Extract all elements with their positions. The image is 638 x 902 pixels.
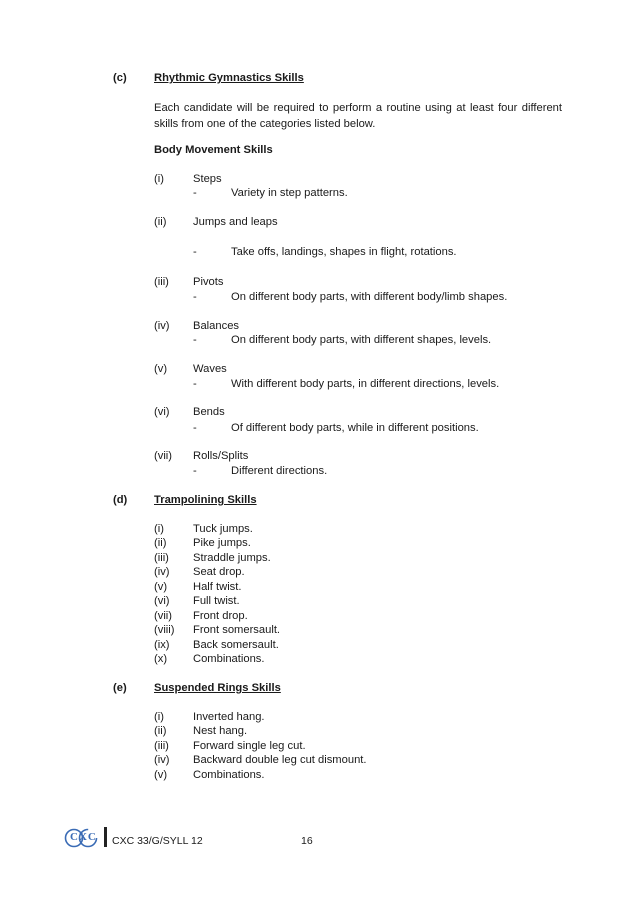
list-item-number: (v) xyxy=(154,769,168,781)
list-item-text: Combinations. xyxy=(193,653,265,665)
list-item-number: (iv) xyxy=(154,754,170,766)
list-item-dash: - xyxy=(193,422,197,434)
list-item-text: Nest hang. xyxy=(193,725,248,737)
list-item-number: (x) xyxy=(154,653,168,665)
list-item-text: Straddle jumps. xyxy=(193,552,271,564)
list-item-name: Steps xyxy=(193,173,222,185)
list-item-number: (iii) xyxy=(154,740,169,752)
list-item-text: Inverted hang. xyxy=(193,711,265,723)
list-item-desc: Of different body parts, while in different positions. xyxy=(231,422,479,434)
list-item-number: (ii) xyxy=(154,537,167,549)
list-item-number: (vi) xyxy=(154,595,170,607)
list-item-text: Half twist. xyxy=(193,581,242,593)
list-item-name: Rolls/Splits xyxy=(193,450,249,462)
section-d-title: Trampolining Skills xyxy=(154,494,257,506)
list-item-desc: With different body parts, in different directions, levels. xyxy=(231,378,500,390)
list-item-name: Pivots xyxy=(193,276,224,288)
list-item-desc: Take offs, landings, shapes in flight, rotations. xyxy=(231,246,457,258)
section-d-label: (d) xyxy=(113,494,128,506)
list-item-number: (v) xyxy=(154,581,168,593)
section-e-label: (e) xyxy=(113,682,127,694)
list-item-text: Seat drop. xyxy=(193,566,245,578)
list-item-text: Tuck jumps. xyxy=(193,523,253,535)
list-item-number: (ii) xyxy=(154,725,167,737)
list-item-dash: - xyxy=(193,334,197,346)
list-item-text: Front somersault. xyxy=(193,624,281,636)
list-item-name: Bends xyxy=(193,406,225,418)
list-item-number: (vii) xyxy=(154,450,173,462)
list-item-number: (i) xyxy=(154,523,164,535)
list-item-number: (viii) xyxy=(154,624,175,636)
list-item-number: (iii) xyxy=(154,552,169,564)
list-item-name: Balances xyxy=(193,320,240,332)
list-item-number: (i) xyxy=(154,173,164,185)
page-number: 16 xyxy=(301,835,313,847)
list-item-number: (ii) xyxy=(154,216,167,228)
list-item-dash: - xyxy=(193,465,197,477)
list-item-name: Waves xyxy=(193,363,227,375)
list-item-number: (vii) xyxy=(154,610,173,622)
list-item-text: Pike jumps. xyxy=(193,537,251,549)
list-item-number: (iv) xyxy=(154,566,170,578)
list-item-dash: - xyxy=(193,291,197,303)
list-item-text: Combinations. xyxy=(193,769,265,781)
list-item-text: Front drop. xyxy=(193,610,248,622)
list-item-number: (iii) xyxy=(154,276,169,288)
footer-divider-bar xyxy=(104,827,107,847)
section-c-subheading: Body Movement Skills xyxy=(154,144,273,156)
list-item-number: (ix) xyxy=(154,639,170,651)
list-item-dash: - xyxy=(193,187,197,199)
list-item-dash: - xyxy=(193,246,197,258)
list-item-text: Forward single leg cut. xyxy=(193,740,306,752)
list-item-dash: - xyxy=(193,378,197,390)
list-item-desc: On different body parts, with different body/limb shapes. xyxy=(231,291,508,303)
footer-doc-code: CXC 33/G/SYLL 12 xyxy=(112,835,203,847)
list-item-desc: On different body parts, with different shapes, levels. xyxy=(231,334,492,346)
list-item-number: (v) xyxy=(154,363,168,375)
list-item-text: Backward double leg cut dismount. xyxy=(193,754,367,766)
section-c-label: (c) xyxy=(113,72,127,84)
list-item-name: Jumps and leaps xyxy=(193,216,278,228)
list-item-number: (vi) xyxy=(154,406,170,418)
section-e-title: Suspended Rings Skills xyxy=(154,682,281,694)
cxc-logo-text: CXC xyxy=(70,831,97,843)
list-item-desc: Different directions. xyxy=(231,465,328,477)
list-item-text: Full twist. xyxy=(193,595,240,607)
list-item-number: (i) xyxy=(154,711,164,723)
section-c-title: Rhythmic Gymnastics Skills xyxy=(154,72,304,84)
cxc-logo xyxy=(64,827,100,849)
list-item-number: (iv) xyxy=(154,320,170,332)
list-item-text: Back somersault. xyxy=(193,639,279,651)
section-c-intro: Each candidate will be required to perform a routine using at least four different skills from one of the categories listed below. xyxy=(154,102,562,130)
list-item-desc: Variety in step patterns. xyxy=(231,187,348,199)
